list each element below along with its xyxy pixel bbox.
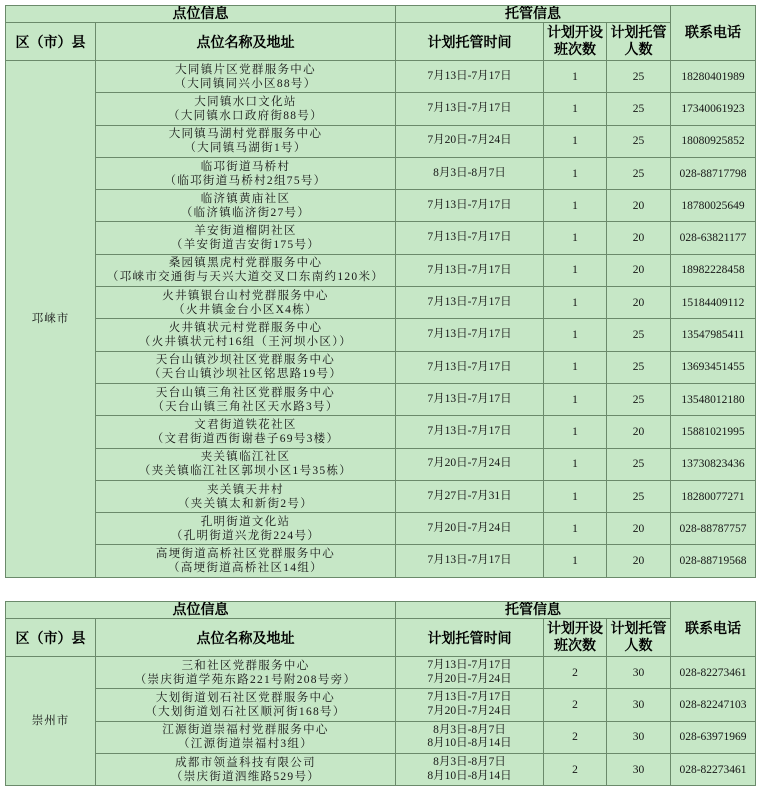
site-address: （高埂街道高桥社区14组） (168, 562, 323, 575)
people-count: 25 (607, 61, 671, 93)
time-range: 7月20日-7月24日 (427, 704, 512, 717)
time-cell (396, 222, 544, 254)
table-row (6, 480, 756, 512)
time-range: 7月13日-7月17日 (427, 69, 512, 82)
site-name: 江源街道崇福村党群服务中心 (162, 724, 329, 737)
header-group-row (6, 6, 756, 23)
people-count: 30 (607, 721, 671, 753)
table-row (6, 383, 756, 415)
site-address: （天台山镇沙坝社区铭思路19号） (148, 368, 343, 381)
site-name: 夹关镇临江社区 (200, 451, 291, 464)
site-name: 火井镇状元村党群服务中心 (168, 322, 323, 335)
site-name: 火井镇银台山村党群服务中心 (162, 289, 329, 302)
classes-count: 2 (544, 657, 607, 689)
site-address: （大同镇同兴小区88号） (174, 77, 317, 90)
people-count: 25 (607, 93, 671, 125)
site-name: 大划街道划石社区党群服务中心 (155, 691, 336, 704)
site-address: （崇庆街道泗维路529号） (170, 770, 321, 783)
time-range: 7月13日-7月17日 (427, 425, 512, 438)
phone-number: 028-88719568 (671, 545, 756, 577)
site-cell (96, 383, 396, 415)
site-address: （临济镇临济街27号） (180, 206, 311, 219)
site-name: 大同镇水口文化站 (194, 95, 297, 108)
time-range: 7月20日-7月24日 (427, 672, 512, 685)
county-cell: 崇州市 (6, 657, 96, 786)
time-cell (396, 383, 544, 415)
table-row (6, 513, 756, 545)
site-address: （火井镇金台小区X4栋） (173, 303, 318, 316)
table-row (6, 721, 756, 753)
header-county: 区（市）县 (6, 619, 96, 657)
table-row (6, 254, 756, 286)
time-range: 7月13日-7月17日 (427, 231, 512, 244)
people-count: 25 (607, 125, 671, 157)
site-cell (96, 254, 396, 286)
site-name: 高埂街道高桥社区党群服务中心 (155, 548, 336, 561)
time-cell (396, 319, 544, 351)
site-address: （崇庆街道学苑东路221号附208号旁） (134, 673, 357, 686)
table-row (6, 319, 756, 351)
time-range: 7月13日-7月17日 (427, 392, 512, 405)
time-range: 7月13日-7月17日 (427, 328, 512, 341)
classes-count: 1 (544, 61, 607, 93)
header-care-group: 托管信息 (396, 602, 671, 619)
table-row (6, 157, 756, 189)
site-address: （江源街道崇福村3组） (177, 738, 314, 751)
people-count: 25 (607, 319, 671, 351)
table-row (6, 753, 756, 785)
site-name: 孔明街道文化站 (200, 515, 291, 528)
classes-count: 1 (544, 222, 607, 254)
time-cell (396, 190, 544, 222)
phone-number: 13548012180 (671, 383, 756, 415)
people-count: 30 (607, 689, 671, 721)
phone-number: 028-82273461 (671, 657, 756, 689)
classes-count: 1 (544, 254, 607, 286)
header-classes: 计划开设 班次数 (544, 23, 607, 61)
time-cell (396, 689, 544, 721)
time-cell (396, 513, 544, 545)
header-column-row (6, 619, 756, 657)
phone-number: 17340061923 (671, 93, 756, 125)
classes-count: 1 (544, 190, 607, 222)
site-cell (96, 416, 396, 448)
site-cell (96, 287, 396, 319)
site-cell (96, 657, 396, 689)
site-address: （大划街道划石社区顺河街168号） (145, 705, 346, 718)
county-cell: 邛崃市 (6, 61, 96, 578)
phone-number: 13693451455 (671, 351, 756, 383)
phone-number: 15184409112 (671, 287, 756, 319)
classes-count: 1 (544, 480, 607, 512)
time-cell (396, 545, 544, 577)
people-count: 20 (607, 287, 671, 319)
classes-count: 1 (544, 157, 607, 189)
time-cell (396, 753, 544, 785)
site-address: （夹关镇临江社区郭坝小区1号35栋） (138, 465, 353, 478)
time-cell (396, 254, 544, 286)
time-cell (396, 287, 544, 319)
header-site-group: 点位信息 (6, 602, 396, 619)
people-count: 20 (607, 513, 671, 545)
header-people: 计划托管 人数 (607, 619, 671, 657)
site-name: 文君街道铁花社区 (194, 418, 297, 431)
people-count: 25 (607, 157, 671, 189)
phone-number: 13547985411 (671, 319, 756, 351)
site-cell (96, 721, 396, 753)
phone-number: 18280077271 (671, 480, 756, 512)
table-row (6, 545, 756, 577)
people-count: 25 (607, 351, 671, 383)
site-cell (96, 222, 396, 254)
header-county: 区（市）县 (6, 23, 96, 61)
site-address: （孔明街道兴龙街224号） (170, 529, 321, 542)
phone-number: 028-88717798 (671, 157, 756, 189)
site-address: （邛崃市交通街与天兴大道交叉口东南约120米） (106, 271, 385, 284)
time-range: 8月10日-8月14日 (427, 769, 512, 782)
time-range: 8月3日-8月7日 (433, 723, 506, 736)
phone-number: 028-82273461 (671, 753, 756, 785)
phone-number: 18982228458 (671, 254, 756, 286)
people-count: 20 (607, 222, 671, 254)
table-row (6, 351, 756, 383)
classes-count: 2 (544, 753, 607, 785)
site-name: 羊安街道榴阴社区 (194, 225, 297, 238)
time-range: 7月13日-7月17日 (427, 659, 512, 672)
time-range: 8月10日-8月14日 (427, 737, 512, 750)
classes-count: 1 (544, 545, 607, 577)
table-body (6, 61, 756, 578)
time-cell (396, 480, 544, 512)
people-count: 25 (607, 480, 671, 512)
table-row (6, 222, 756, 254)
time-range: 7月13日-7月17日 (427, 295, 512, 308)
site-address: （天台山镇三角社区天水路3号） (152, 400, 339, 413)
table-row (6, 190, 756, 222)
header-time: 计划托管时间 (396, 23, 544, 61)
site-name: 成都市领益科技有限公司 (175, 756, 316, 769)
table-body (6, 657, 756, 786)
table-row (6, 287, 756, 319)
time-range: 8月3日-8月7日 (433, 166, 506, 179)
time-range: 7月13日-7月17日 (427, 360, 512, 373)
classes-count: 1 (544, 125, 607, 157)
time-range: 7月20日-7月24日 (427, 522, 512, 535)
site-name: 夹关镇天井村 (207, 483, 284, 496)
time-range: 7月13日-7月17日 (427, 691, 512, 704)
site-cell (96, 513, 396, 545)
classes-count: 1 (544, 319, 607, 351)
time-cell (396, 93, 544, 125)
people-count: 25 (607, 383, 671, 415)
time-range: 7月13日-7月17日 (427, 199, 512, 212)
time-cell (396, 657, 544, 689)
site-cell (96, 157, 396, 189)
phone-number: 028-82247103 (671, 689, 756, 721)
site-cell (96, 545, 396, 577)
site-name: 临济镇黄庙社区 (200, 192, 291, 205)
header-classes: 计划开设 班次数 (544, 619, 607, 657)
site-address: （临邛街道马桥村2组75号） (164, 174, 327, 187)
time-cell (396, 351, 544, 383)
site-name: 大同镇片区党群服务中心 (175, 63, 316, 76)
site-cell (96, 753, 396, 785)
site-cell (96, 319, 396, 351)
classes-count: 1 (544, 513, 607, 545)
phone-number: 18280401989 (671, 61, 756, 93)
site-table-1 (5, 5, 756, 578)
site-name: 桑园镇黑虎村党群服务中心 (168, 257, 323, 270)
time-cell (396, 157, 544, 189)
table-row (6, 448, 756, 480)
classes-count: 1 (544, 383, 607, 415)
site-address: （大同镇马湖街1号） (184, 142, 307, 155)
classes-count: 1 (544, 416, 607, 448)
site-cell (96, 448, 396, 480)
site-cell (96, 93, 396, 125)
site-cell (96, 125, 396, 157)
phone-number: 13730823436 (671, 448, 756, 480)
header-site: 点位名称及地址 (96, 619, 396, 657)
site-cell (96, 689, 396, 721)
header-care-group: 托管信息 (396, 6, 671, 23)
site-name: 三和社区党群服务中心 (181, 659, 310, 672)
phone-number: 028-63821177 (671, 222, 756, 254)
time-range: 7月13日-7月17日 (427, 102, 512, 115)
time-cell (396, 416, 544, 448)
classes-count: 1 (544, 351, 607, 383)
time-range: 7月20日-7月24日 (427, 134, 512, 147)
header-site-group: 点位信息 (6, 6, 396, 23)
site-address: （火井镇状元村16组（王河坝小区）） (138, 336, 353, 349)
classes-count: 1 (544, 93, 607, 125)
time-cell (396, 448, 544, 480)
time-range: 7月13日-7月17日 (427, 263, 512, 276)
site-cell (96, 480, 396, 512)
header-time: 计划托管时间 (396, 619, 544, 657)
phone-number: 028-63971969 (671, 721, 756, 753)
site-cell (96, 61, 396, 93)
header-group-row (6, 602, 756, 619)
site-name: 天台山镇沙坝社区党群服务中心 (155, 354, 336, 367)
people-count: 25 (607, 448, 671, 480)
table-row (6, 125, 756, 157)
time-cell (396, 125, 544, 157)
site-address: （大同镇水口政府街88号） (168, 109, 323, 122)
site-cell (96, 351, 396, 383)
classes-count: 1 (544, 287, 607, 319)
phone-number: 15881021995 (671, 416, 756, 448)
people-count: 20 (607, 545, 671, 577)
time-cell (396, 721, 544, 753)
site-table-2 (5, 601, 756, 786)
table-row (6, 61, 756, 93)
time-range: 7月20日-7月24日 (427, 457, 512, 470)
classes-count: 1 (544, 448, 607, 480)
header-phone: 联系电话 (671, 602, 756, 657)
people-count: 20 (607, 416, 671, 448)
people-count: 20 (607, 254, 671, 286)
site-name: 天台山镇三角社区党群服务中心 (155, 386, 336, 399)
site-name: 临邛街道马桥村 (200, 160, 291, 173)
site-address: （文君街道西街谢巷子69号3楼） (151, 432, 340, 445)
header-people: 计划托管 人数 (607, 23, 671, 61)
table-row (6, 416, 756, 448)
people-count: 20 (607, 190, 671, 222)
people-count: 30 (607, 753, 671, 785)
phone-number: 18780025649 (671, 190, 756, 222)
time-range: 7月27日-7月31日 (427, 489, 512, 502)
phone-number: 18080925852 (671, 125, 756, 157)
header-phone: 联系电话 (671, 6, 756, 61)
time-range: 8月3日-8月7日 (433, 756, 506, 769)
site-name: 大同镇马湖村党群服务中心 (168, 128, 323, 141)
time-range: 7月13日-7月17日 (427, 554, 512, 567)
site-cell (96, 190, 396, 222)
time-cell (396, 61, 544, 93)
classes-count: 2 (544, 721, 607, 753)
classes-count: 2 (544, 689, 607, 721)
phone-number: 028-88787757 (671, 513, 756, 545)
site-address: （羊安街道吉安街175号） (170, 239, 321, 252)
people-count: 30 (607, 657, 671, 689)
site-address: （夹关镇太和新街2号） (177, 497, 314, 510)
table-row (6, 93, 756, 125)
table-row (6, 657, 756, 689)
header-site: 点位名称及地址 (96, 23, 396, 61)
table-row (6, 689, 756, 721)
header-column-row (6, 23, 756, 61)
